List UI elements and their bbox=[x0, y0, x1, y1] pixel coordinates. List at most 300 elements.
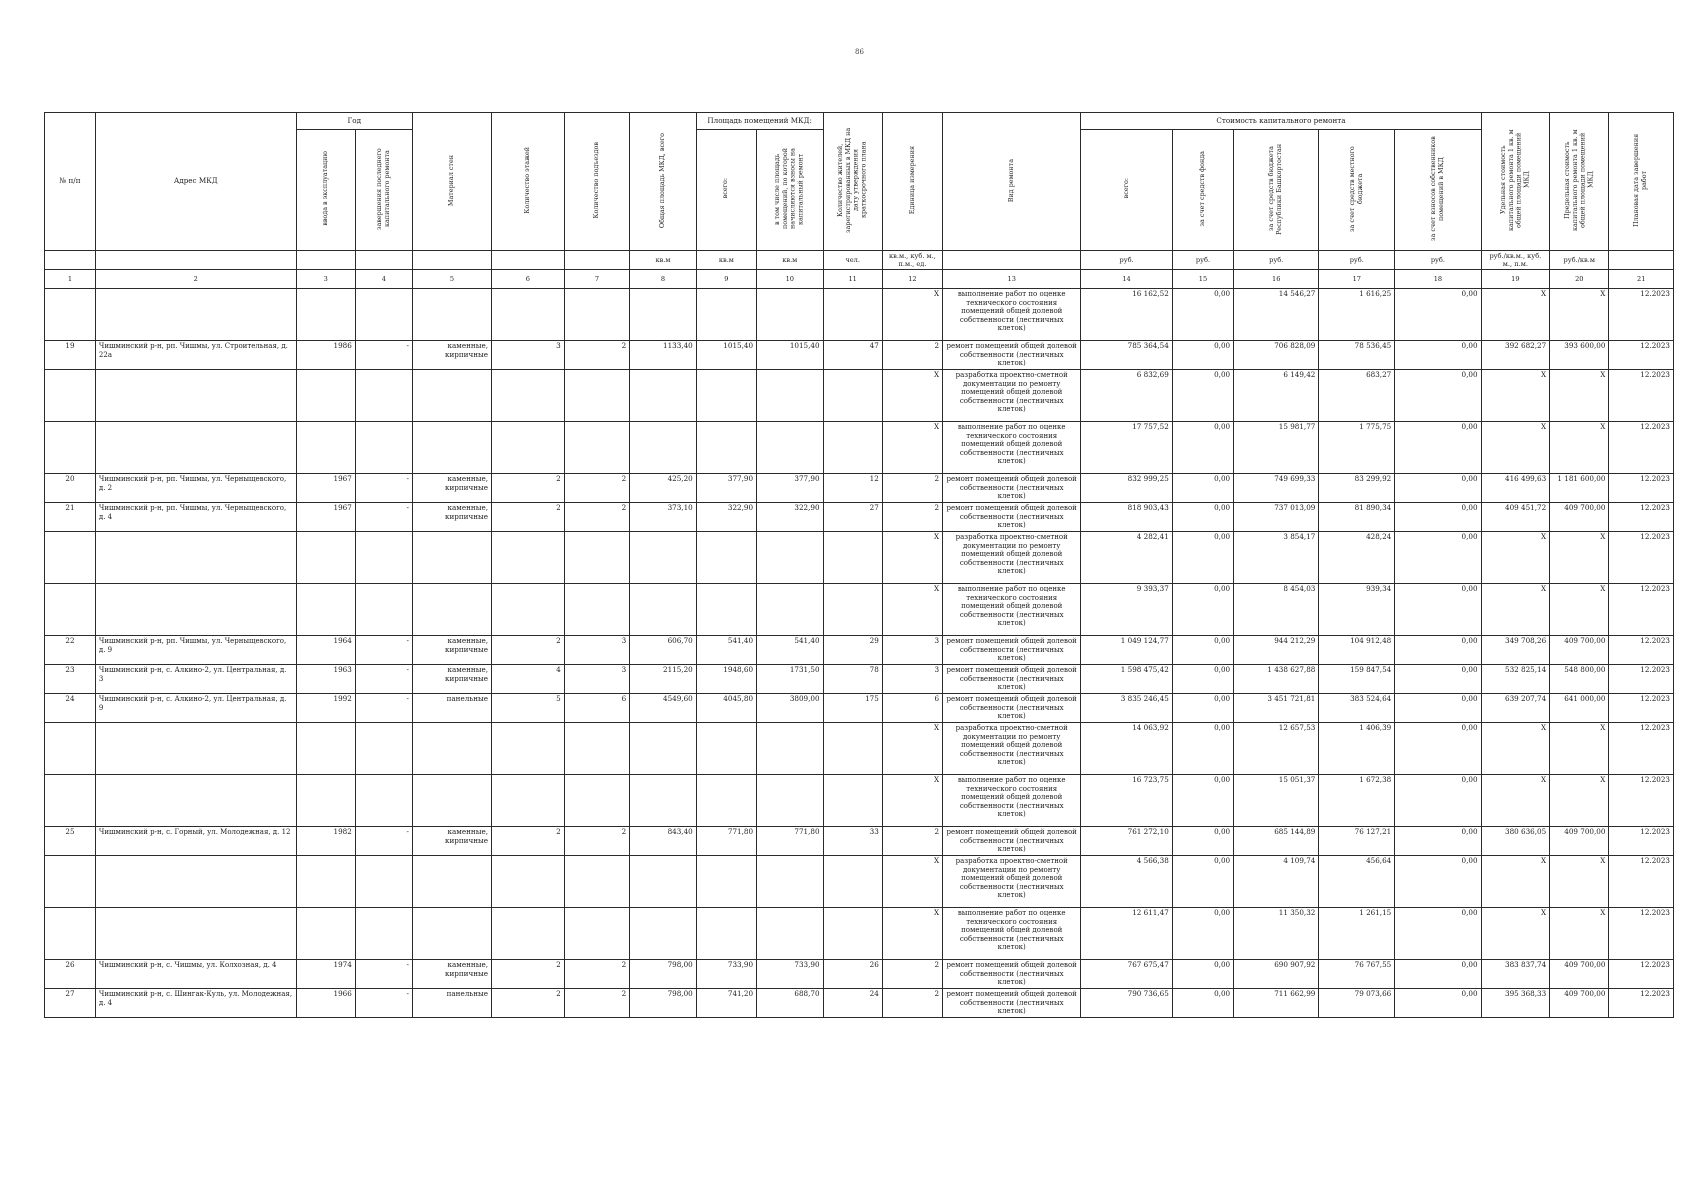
premises-fund-area-cell: 771,80 bbox=[757, 827, 824, 856]
premises-area-cell bbox=[696, 422, 756, 474]
cost-fund-cell: 0,00 bbox=[1172, 723, 1233, 775]
table-row bbox=[45, 341, 1674, 370]
limit-cost-cell: 409 700,00 bbox=[1550, 827, 1609, 856]
column-number: 1 bbox=[45, 270, 96, 289]
column-number: 21 bbox=[1609, 270, 1674, 289]
cost-total-cell: 17 757,52 bbox=[1081, 422, 1172, 474]
specific-cost-cell: 395 368,33 bbox=[1481, 989, 1550, 1018]
cost-local-cell: 79 073,66 bbox=[1319, 989, 1395, 1018]
floors-cell bbox=[491, 289, 564, 341]
residents-cell bbox=[823, 532, 882, 584]
wall-material-cell bbox=[412, 584, 491, 636]
cost-total-cell: 4 282,41 bbox=[1081, 532, 1172, 584]
address-cell bbox=[95, 422, 296, 474]
specific-cost-cell: Х bbox=[1481, 584, 1550, 636]
entrances-cell: 2 bbox=[564, 503, 629, 532]
wall-material-cell bbox=[412, 856, 491, 908]
table-row bbox=[45, 856, 1674, 908]
entrances-cell bbox=[564, 856, 629, 908]
cost-fund-cell: 0,00 bbox=[1172, 474, 1233, 503]
work-type-cell: ремонт помещений общей долевой собственности (лестничных клеток) bbox=[943, 694, 1081, 723]
entrances-cell: 2 bbox=[564, 341, 629, 370]
table-row bbox=[45, 723, 1674, 775]
unit-cell: руб. bbox=[1319, 251, 1395, 270]
wall-material-cell bbox=[412, 370, 491, 422]
cost-owners-cell: 0,00 bbox=[1395, 665, 1481, 694]
unit-cell: 2 bbox=[882, 341, 942, 370]
work-type-cell: ремонт помещений общей долевой собственности (лестничных клеток) bbox=[943, 636, 1081, 665]
work-type-cell: разработка проектно-сметной документации по ремонту помещений общей долевой собственности (лестничных клеток) bbox=[943, 532, 1081, 584]
cost-total-cell: 785 364,54 bbox=[1081, 341, 1172, 370]
year-repair-cell bbox=[355, 532, 412, 584]
specific-cost-cell: Х bbox=[1481, 532, 1550, 584]
year-repair-cell bbox=[355, 370, 412, 422]
premises-area-cell bbox=[696, 289, 756, 341]
deadline-cell: 12.2023 bbox=[1609, 532, 1674, 584]
specific-cost-cell: 383 837,74 bbox=[1481, 960, 1550, 989]
limit-cost-cell: Х bbox=[1550, 723, 1609, 775]
wall-material-cell bbox=[412, 289, 491, 341]
address-cell: Чишминский р-н, рп. Чишмы, ул. Строительная, д. 22а bbox=[95, 341, 296, 370]
work-type-cell: ремонт помещений общей долевой собственности (лестничных клеток) bbox=[943, 503, 1081, 532]
wall-material-cell: панельные bbox=[412, 694, 491, 723]
col-total-area-label: Общая площадь МКД, всего bbox=[658, 132, 667, 228]
work-type-cell: выполнение работ по оценке технического состояния помещений общей долевой собственности (лестничных клеток) bbox=[943, 908, 1081, 960]
premises-area-cell: 733,90 bbox=[696, 960, 756, 989]
deadline-cell: 12.2023 bbox=[1609, 422, 1674, 474]
specific-cost-cell: Х bbox=[1481, 908, 1550, 960]
cost-local-cell: 456,64 bbox=[1319, 856, 1395, 908]
floors-cell bbox=[491, 856, 564, 908]
work-type-cell: выполнение работ по оценке технического состояния помещений общей долевой собственности (лестничных клеток) bbox=[943, 775, 1081, 827]
wall-material-cell bbox=[412, 908, 491, 960]
cost-republic-cell: 749 699,33 bbox=[1234, 474, 1319, 503]
column-number: 15 bbox=[1172, 270, 1233, 289]
cost-fund-cell: 0,00 bbox=[1172, 856, 1233, 908]
premises-fund-area-cell bbox=[757, 723, 824, 775]
cost-local-cell: 939,34 bbox=[1319, 584, 1395, 636]
specific-cost-cell: 416 499,63 bbox=[1481, 474, 1550, 503]
unit-cell bbox=[296, 251, 355, 270]
cost-fund-cell: 0,00 bbox=[1172, 636, 1233, 665]
entrances-cell: 2 bbox=[564, 474, 629, 503]
residents-cell bbox=[823, 584, 882, 636]
premises-fund-area-cell: 1015,40 bbox=[757, 341, 824, 370]
deadline-cell: 12.2023 bbox=[1609, 694, 1674, 723]
col-limit-cost-label: Предельная стоимость капитального ремонта 1 кв. м общей площади помещений МКД bbox=[1562, 129, 1595, 231]
work-type-cell: разработка проектно-сметной документации по ремонту помещений общей долевой собственности (лестничных клеток) bbox=[943, 723, 1081, 775]
table-row bbox=[45, 289, 1674, 341]
unit-cell: 2 bbox=[882, 960, 942, 989]
unit-cell: кв.м bbox=[757, 251, 824, 270]
premises-area-cell bbox=[696, 532, 756, 584]
col-cost-group-header: Стоимость капитального ремонта bbox=[1081, 113, 1481, 130]
premises-area-cell bbox=[696, 908, 756, 960]
specific-cost-cell: Х bbox=[1481, 775, 1550, 827]
address-cell bbox=[95, 723, 296, 775]
cost-owners-cell: 0,00 bbox=[1395, 636, 1481, 665]
residents-cell bbox=[823, 856, 882, 908]
deadline-cell: 12.2023 bbox=[1609, 665, 1674, 694]
specific-cost-cell: 349 708,26 bbox=[1481, 636, 1550, 665]
cost-total-cell: 16 723,75 bbox=[1081, 775, 1172, 827]
cost-local-cell: 78 536,45 bbox=[1319, 341, 1395, 370]
cost-total-cell: 767 675,47 bbox=[1081, 960, 1172, 989]
wall-material-cell: каменные, кирпичные bbox=[412, 503, 491, 532]
row-number bbox=[45, 908, 96, 960]
premises-fund-area-cell bbox=[757, 289, 824, 341]
premises-fund-area-cell bbox=[757, 532, 824, 584]
unit-cell: руб. bbox=[1081, 251, 1172, 270]
cost-republic-cell: 3 451 721,81 bbox=[1234, 694, 1319, 723]
address-cell bbox=[95, 775, 296, 827]
deadline-cell: 12.2023 bbox=[1609, 289, 1674, 341]
unit-cell: руб./кв.м bbox=[1550, 251, 1609, 270]
col-year-group-header: Год bbox=[296, 113, 412, 130]
limit-cost-cell: 393 600,00 bbox=[1550, 341, 1609, 370]
entrances-cell: 2 bbox=[564, 960, 629, 989]
deadline-cell: 12.2023 bbox=[1609, 856, 1674, 908]
cost-fund-cell: 0,00 bbox=[1172, 960, 1233, 989]
address-cell: Чишминский р-н, рп. Чишмы, ул. Черныщевского, д. 9 bbox=[95, 636, 296, 665]
col-premises-total-header bbox=[696, 130, 756, 251]
col-total-area-header bbox=[630, 113, 697, 251]
cost-fund-cell: 0,00 bbox=[1172, 503, 1233, 532]
floors-cell: 3 bbox=[491, 341, 564, 370]
row-number bbox=[45, 289, 96, 341]
wall-material-cell: каменные, кирпичные bbox=[412, 341, 491, 370]
col-cost-republic-label: за счет средств бюджета Республики Башкортостан bbox=[1267, 143, 1284, 235]
col-no-header: № п/п bbox=[45, 113, 96, 251]
address-cell: Чишминский р-н, с. Алкино-2, ул. Центральная, д. 3 bbox=[95, 665, 296, 694]
cost-local-cell: 76 127,21 bbox=[1319, 827, 1395, 856]
total-area-cell bbox=[630, 584, 697, 636]
col-work-type-header bbox=[943, 113, 1081, 251]
year-built-cell: 1992 bbox=[296, 694, 355, 723]
year-repair-cell: - bbox=[355, 341, 412, 370]
address-cell bbox=[95, 584, 296, 636]
total-area-cell bbox=[630, 289, 697, 341]
year-built-cell bbox=[296, 422, 355, 474]
address-cell: Чишминский р-н, рп. Чишмы, ул. Черныщевского, д. 4 bbox=[95, 503, 296, 532]
year-built-cell bbox=[296, 723, 355, 775]
residents-cell: 26 bbox=[823, 960, 882, 989]
floors-cell: 5 bbox=[491, 694, 564, 723]
cost-local-cell: 428,24 bbox=[1319, 532, 1395, 584]
cost-fund-cell: 0,00 bbox=[1172, 422, 1233, 474]
total-area-cell: 425,20 bbox=[630, 474, 697, 503]
wall-material-cell bbox=[412, 723, 491, 775]
column-number: 10 bbox=[757, 270, 824, 289]
cost-fund-cell: 0,00 bbox=[1172, 775, 1233, 827]
floors-cell: 2 bbox=[491, 474, 564, 503]
cost-fund-cell: 0,00 bbox=[1172, 665, 1233, 694]
cost-owners-cell: 0,00 bbox=[1395, 474, 1481, 503]
wall-material-cell: каменные, кирпичные bbox=[412, 636, 491, 665]
cost-fund-cell: 0,00 bbox=[1172, 341, 1233, 370]
entrances-cell bbox=[564, 908, 629, 960]
specific-cost-cell: 639 207,74 bbox=[1481, 694, 1550, 723]
premises-area-cell: 771,80 bbox=[696, 827, 756, 856]
cost-local-cell: 1 616,25 bbox=[1319, 289, 1395, 341]
deadline-cell: 12.2023 bbox=[1609, 723, 1674, 775]
col-year-repair-header bbox=[355, 130, 412, 251]
specific-cost-cell: 392 682,27 bbox=[1481, 341, 1550, 370]
residents-cell: 78 bbox=[823, 665, 882, 694]
cost-local-cell: 159 847,54 bbox=[1319, 665, 1395, 694]
limit-cost-cell: Х bbox=[1550, 422, 1609, 474]
floors-cell bbox=[491, 584, 564, 636]
col-entrances-header bbox=[564, 113, 629, 251]
cost-total-cell: 12 611,47 bbox=[1081, 908, 1172, 960]
cost-local-cell: 383 524,64 bbox=[1319, 694, 1395, 723]
entrances-cell bbox=[564, 289, 629, 341]
work-type-cell: ремонт помещений общей долевой собственности (лестничных клеток) bbox=[943, 827, 1081, 856]
year-built-cell bbox=[296, 775, 355, 827]
col-premises-total-label: всего: bbox=[721, 178, 730, 199]
premises-fund-area-cell: 541,40 bbox=[757, 636, 824, 665]
premises-area-cell: 1015,40 bbox=[696, 341, 756, 370]
cost-owners-cell: 0,00 bbox=[1395, 694, 1481, 723]
limit-cost-cell: 641 000,00 bbox=[1550, 694, 1609, 723]
column-number: 19 bbox=[1481, 270, 1550, 289]
cost-local-cell: 83 299,92 bbox=[1319, 474, 1395, 503]
table-row bbox=[45, 775, 1674, 827]
cost-republic-cell: 706 828,09 bbox=[1234, 341, 1319, 370]
unit-cell: кв.м bbox=[696, 251, 756, 270]
wall-material-cell bbox=[412, 775, 491, 827]
table-row bbox=[45, 370, 1674, 422]
column-number: 16 bbox=[1234, 270, 1319, 289]
year-repair-cell: - bbox=[355, 960, 412, 989]
col-year-repair-label: завершения последнего капитального ремонта bbox=[375, 147, 391, 230]
unit-cell: 3 bbox=[882, 665, 942, 694]
cost-republic-cell: 15 981,77 bbox=[1234, 422, 1319, 474]
deadline-cell: 12.2023 bbox=[1609, 960, 1674, 989]
total-area-cell bbox=[630, 370, 697, 422]
cost-republic-cell: 737 013,09 bbox=[1234, 503, 1319, 532]
table-row bbox=[45, 908, 1674, 960]
row-number: 21 bbox=[45, 503, 96, 532]
cost-republic-cell: 690 907,92 bbox=[1234, 960, 1319, 989]
unit-cell: 3 bbox=[882, 636, 942, 665]
total-area-cell bbox=[630, 532, 697, 584]
cost-total-cell: 9 393,37 bbox=[1081, 584, 1172, 636]
col-floors-header bbox=[491, 113, 564, 251]
col-cost-total-label: всего: bbox=[1121, 178, 1130, 199]
floors-cell: 2 bbox=[491, 636, 564, 665]
floors-cell: 2 bbox=[491, 503, 564, 532]
residents-cell: 175 bbox=[823, 694, 882, 723]
residents-cell: 12 bbox=[823, 474, 882, 503]
col-cost-local-header bbox=[1319, 130, 1395, 251]
unit-cell: руб./кв.м., куб. м., п.м. bbox=[1481, 251, 1550, 270]
wall-material-cell: панельные bbox=[412, 989, 491, 1018]
total-area-cell bbox=[630, 908, 697, 960]
address-cell: Чишминский р-н, с. Шингак-Куль, ул. Молодежная, д. 4 bbox=[95, 989, 296, 1018]
column-number: 2 bbox=[95, 270, 296, 289]
year-built-cell bbox=[296, 908, 355, 960]
table-row bbox=[45, 694, 1674, 723]
deadline-cell: 12.2023 bbox=[1609, 503, 1674, 532]
unit-cell: руб. bbox=[1234, 251, 1319, 270]
cost-local-cell: 1 672,38 bbox=[1319, 775, 1395, 827]
premises-fund-area-cell bbox=[757, 908, 824, 960]
col-cost-owners-header bbox=[1395, 130, 1481, 251]
cost-owners-cell: 0,00 bbox=[1395, 289, 1481, 341]
unit-cell bbox=[412, 251, 491, 270]
row-number: 27 bbox=[45, 989, 96, 1018]
unit-cell: Х bbox=[882, 532, 942, 584]
cost-local-cell: 1 261,15 bbox=[1319, 908, 1395, 960]
unit-cell bbox=[943, 251, 1081, 270]
premises-area-cell bbox=[696, 370, 756, 422]
cost-owners-cell: 0,00 bbox=[1395, 908, 1481, 960]
year-repair-cell: - bbox=[355, 827, 412, 856]
total-area-cell: 798,00 bbox=[630, 989, 697, 1018]
floors-cell bbox=[491, 908, 564, 960]
premises-area-cell: 377,90 bbox=[696, 474, 756, 503]
table-row bbox=[45, 960, 1674, 989]
cost-owners-cell: 0,00 bbox=[1395, 989, 1481, 1018]
entrances-cell: 6 bbox=[564, 694, 629, 723]
column-number: 6 bbox=[491, 270, 564, 289]
row-number: 26 bbox=[45, 960, 96, 989]
wall-material-cell bbox=[412, 422, 491, 474]
year-built-cell: 1986 bbox=[296, 341, 355, 370]
table-header bbox=[45, 113, 1674, 289]
floors-cell bbox=[491, 532, 564, 584]
work-type-cell: выполнение работ по оценке технического состояния помещений общей долевой собственности (лестничных клеток) bbox=[943, 584, 1081, 636]
capital-repair-table bbox=[44, 112, 1674, 1018]
specific-cost-cell: Х bbox=[1481, 723, 1550, 775]
cost-fund-cell: 0,00 bbox=[1172, 694, 1233, 723]
col-material-label: Материал стен bbox=[447, 154, 456, 206]
unit-cell: 2 bbox=[882, 827, 942, 856]
unit-cell: 6 bbox=[882, 694, 942, 723]
cost-owners-cell: 0,00 bbox=[1395, 775, 1481, 827]
col-material-header bbox=[412, 113, 491, 251]
floors-cell: 2 bbox=[491, 960, 564, 989]
cost-republic-cell: 944 212,29 bbox=[1234, 636, 1319, 665]
total-area-cell: 1133,40 bbox=[630, 341, 697, 370]
unit-cell: Х bbox=[882, 289, 942, 341]
work-type-cell: разработка проектно-сметной документации по ремонту помещений общей долевой собственности (лестничных клеток) bbox=[943, 370, 1081, 422]
cost-fund-cell: 0,00 bbox=[1172, 827, 1233, 856]
col-deadline-header bbox=[1609, 113, 1674, 251]
year-repair-cell bbox=[355, 775, 412, 827]
col-address-header: Адрес МКД bbox=[95, 113, 296, 251]
work-type-cell: выполнение работ по оценке технического состояния помещений общей долевой собственности (лестничных клеток) bbox=[943, 289, 1081, 341]
year-built-cell bbox=[296, 584, 355, 636]
residents-cell bbox=[823, 775, 882, 827]
cost-republic-cell: 3 854,17 bbox=[1234, 532, 1319, 584]
column-number: 14 bbox=[1081, 270, 1172, 289]
entrances-cell: 2 bbox=[564, 827, 629, 856]
premises-fund-area-cell bbox=[757, 856, 824, 908]
total-area-cell: 4549,60 bbox=[630, 694, 697, 723]
limit-cost-cell: Х bbox=[1550, 908, 1609, 960]
cost-total-cell: 4 566,38 bbox=[1081, 856, 1172, 908]
cost-fund-cell: 0,00 bbox=[1172, 289, 1233, 341]
column-number: 13 bbox=[943, 270, 1081, 289]
row-number: 23 bbox=[45, 665, 96, 694]
unit-cell bbox=[355, 251, 412, 270]
total-area-cell: 843,40 bbox=[630, 827, 697, 856]
limit-cost-cell: Х bbox=[1550, 370, 1609, 422]
entrances-cell: 3 bbox=[564, 636, 629, 665]
limit-cost-cell: 409 700,00 bbox=[1550, 503, 1609, 532]
unit-cell: Х bbox=[882, 370, 942, 422]
total-area-cell bbox=[630, 422, 697, 474]
total-area-cell bbox=[630, 775, 697, 827]
column-numbers-row bbox=[45, 270, 1674, 289]
cost-total-cell: 16 162,52 bbox=[1081, 289, 1172, 341]
cost-owners-cell: 0,00 bbox=[1395, 960, 1481, 989]
table-row bbox=[45, 636, 1674, 665]
premises-area-cell bbox=[696, 775, 756, 827]
specific-cost-cell: 532 825,14 bbox=[1481, 665, 1550, 694]
table-row bbox=[45, 827, 1674, 856]
year-built-cell bbox=[296, 370, 355, 422]
address-cell: Чишминский р-н, с. Алкино-2, ул. Центральная, д. 9 bbox=[95, 694, 296, 723]
year-repair-cell: - bbox=[355, 989, 412, 1018]
unit-cell: 2 bbox=[882, 503, 942, 532]
col-cost-total-header bbox=[1081, 130, 1172, 251]
premises-fund-area-cell bbox=[757, 370, 824, 422]
row-number bbox=[45, 584, 96, 636]
work-type-cell: ремонт помещений общей долевой собственности (лестничных клеток) bbox=[943, 665, 1081, 694]
premises-fund-area-cell bbox=[757, 584, 824, 636]
cost-local-cell: 1 406,39 bbox=[1319, 723, 1395, 775]
cost-owners-cell: 0,00 bbox=[1395, 370, 1481, 422]
unit-cell: Х bbox=[882, 422, 942, 474]
col-specific-cost-header bbox=[1481, 113, 1550, 251]
premises-fund-area-cell: 3809,00 bbox=[757, 694, 824, 723]
deadline-cell: 12.2023 bbox=[1609, 474, 1674, 503]
residents-cell: 47 bbox=[823, 341, 882, 370]
cost-total-cell: 1 049 124,77 bbox=[1081, 636, 1172, 665]
cost-republic-cell: 8 454,03 bbox=[1234, 584, 1319, 636]
cost-local-cell: 81 890,34 bbox=[1319, 503, 1395, 532]
wall-material-cell: каменные, кирпичные bbox=[412, 474, 491, 503]
residents-cell bbox=[823, 908, 882, 960]
year-built-cell: 1967 bbox=[296, 474, 355, 503]
year-built-cell: 1982 bbox=[296, 827, 355, 856]
premises-fund-area-cell: 733,90 bbox=[757, 960, 824, 989]
cost-owners-cell: 0,00 bbox=[1395, 503, 1481, 532]
year-repair-cell bbox=[355, 723, 412, 775]
address-cell: Чишминский р-н, с. Горный, ул. Молодежная, д. 12 bbox=[95, 827, 296, 856]
premises-area-cell: 4045,80 bbox=[696, 694, 756, 723]
premises-fund-area-cell: 1731,50 bbox=[757, 665, 824, 694]
premises-fund-area-cell: 322,90 bbox=[757, 503, 824, 532]
address-cell bbox=[95, 370, 296, 422]
unit-cell: руб. bbox=[1172, 251, 1233, 270]
column-number: 20 bbox=[1550, 270, 1609, 289]
unit-cell bbox=[491, 251, 564, 270]
cost-fund-cell: 0,00 bbox=[1172, 989, 1233, 1018]
unit-cell: Х bbox=[882, 775, 942, 827]
col-limit-cost-header bbox=[1550, 113, 1609, 251]
specific-cost-cell: Х bbox=[1481, 422, 1550, 474]
table-row bbox=[45, 474, 1674, 503]
total-area-cell bbox=[630, 856, 697, 908]
year-built-cell: 1967 bbox=[296, 503, 355, 532]
cost-owners-cell: 0,00 bbox=[1395, 584, 1481, 636]
work-type-cell: выполнение работ по оценке технического состояния помещений общей долевой собственности (лестничных клеток) bbox=[943, 422, 1081, 474]
col-premises-group-header: Площадь помещений МКД: bbox=[696, 113, 823, 130]
